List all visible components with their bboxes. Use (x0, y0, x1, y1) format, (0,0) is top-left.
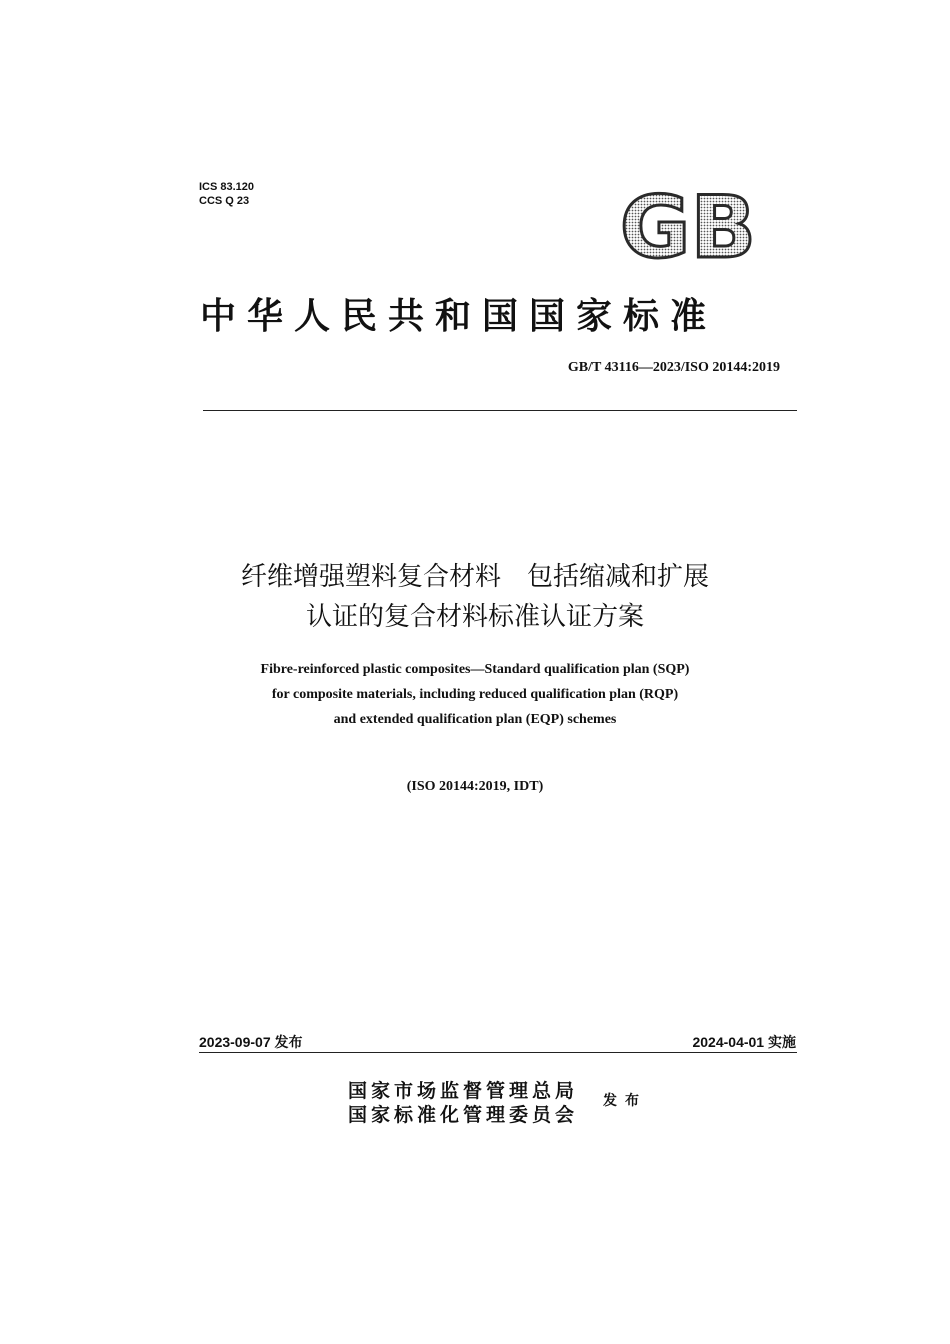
iso-equivalence: (ISO 20144:2019, IDT) (406, 779, 544, 794)
implementation-date: 2024-04-01 实施 (692, 1034, 796, 1050)
issue-date: 2023-09-07 发布 (199, 1034, 303, 1050)
issuer-samr: 国家市场监督管理总局 (348, 1080, 579, 1102)
english-title-line-3: and extended qualification plan (EQP) schemes (333, 712, 617, 727)
english-title-line-1: Fibre-reinforced plastic composites—Standard qualification plan (SQP) (260, 662, 690, 677)
chinese-title-line-2: 认证的复合材料标准认证方案 (305, 602, 644, 632)
gb-logo (610, 185, 766, 265)
top-divider (203, 410, 797, 411)
national-standard-heading: 中华人民共和国国家标准 (200, 296, 718, 337)
classification-codes (199, 180, 254, 208)
issuer-sac: 国家标准化管理委员会 (348, 1104, 579, 1126)
ccs-code: CCS Q 23 (199, 195, 250, 207)
gb-logo-letters: GB (619, 185, 757, 265)
ics-code: ICS 83.120 (199, 181, 255, 193)
standard-number: GB/T 43116—2023/ISO 20144:2019 (567, 360, 780, 375)
bottom-divider (199, 1052, 797, 1053)
chinese-title-line-1: 纤维增强塑料复合材料 包括缩减和扩展 (240, 562, 709, 592)
publish-label: 发布 (603, 1093, 647, 1109)
english-title-line-2: for composite materials, including reduced qualification plan (RQP) (271, 687, 679, 702)
